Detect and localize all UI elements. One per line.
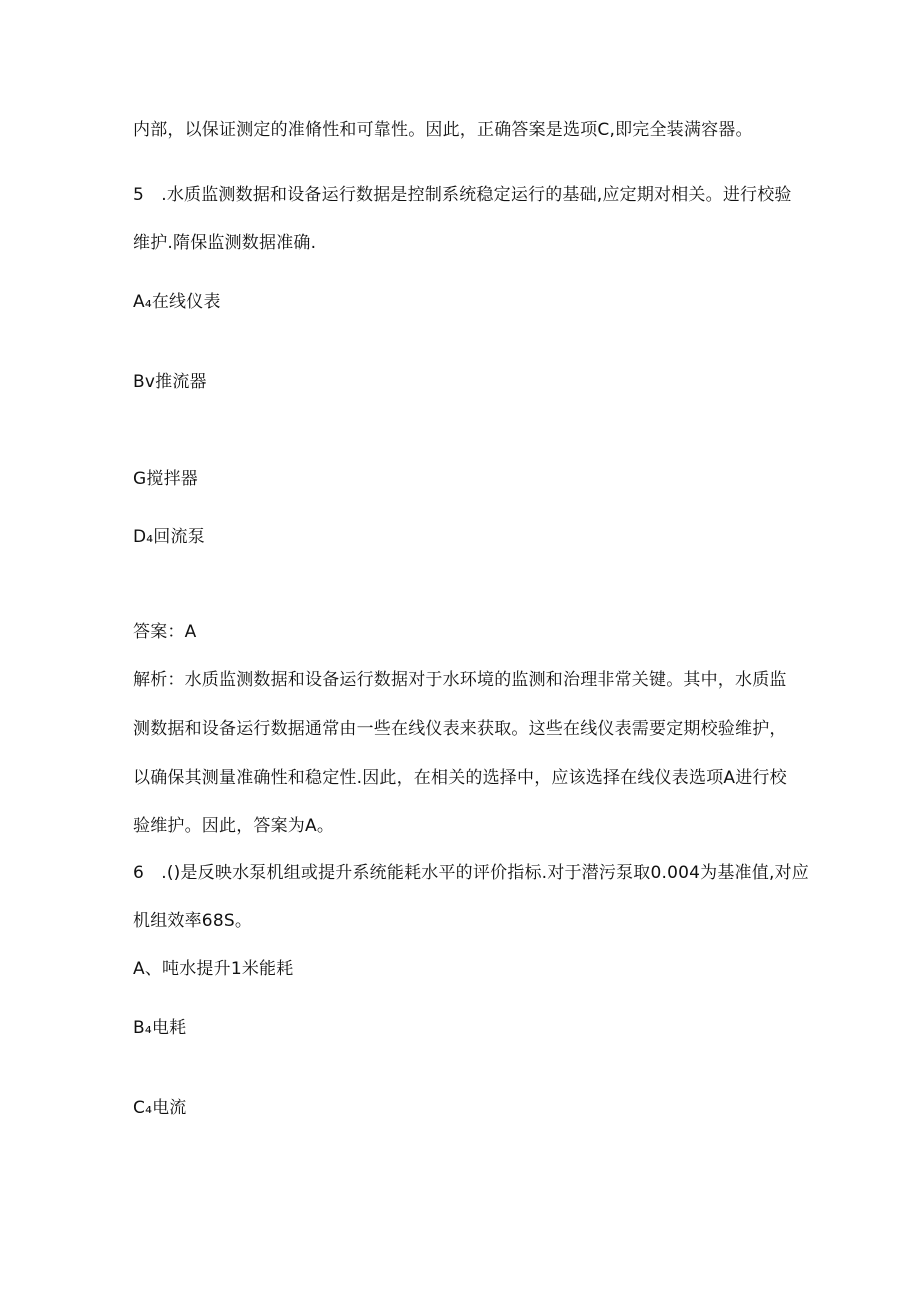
question-5-text-line-1: 5 .水质监测数据和设备运行数据是控制系统稳定运行的基础,应定期对相关。进行校验: [133, 185, 792, 205]
question-5-analysis-line-3: 以确保其测量准确性和稳定性.因此，在相关的选择中，应该选择在线仪表选项A进行校: [133, 768, 787, 788]
question-5-option-d: D₄回流泵: [133, 527, 205, 547]
question-6-text-line-1: 6 .()是反映水泵机组或提升系统能耗水平的评价指标.对于潜污泵取0.004为基准值,对应: [133, 863, 809, 883]
question-5-option-c: G搅拌器: [133, 469, 198, 489]
question-5-option-b: Bv推流器: [133, 372, 207, 392]
question-6-option-a: A、吨水提升1米能耗: [133, 959, 294, 979]
question-5-option-a: A₄在线仪表: [133, 292, 221, 312]
question-6-option-c: C₄电流: [133, 1098, 187, 1118]
prev-answer-tail: 内部，以保证测定的准脩性和可靠性。因此，正确答案是选项C,即完全装满容器。: [133, 120, 753, 140]
question-5-analysis-line-4: 验维护。因此，答案为A。: [133, 816, 335, 836]
question-5-analysis-line-1: 解析：水质监测数据和设备运行数据对于水环境的监测和治理非常关键。其中，水质监: [133, 670, 787, 690]
question-6-option-b: B₄电耗: [133, 1018, 187, 1038]
question-5-text-line-2: 维护.隋保监测数据准确.: [133, 233, 317, 253]
question-5-analysis-line-2: 测数据和设备运行数据通常由一些在线仪表来获取。这些在线仪表需要定期校验维护，: [133, 719, 787, 739]
question-5-answer: 答案：A: [133, 622, 197, 642]
question-6-text-line-2: 机组效率68S。: [133, 911, 253, 931]
